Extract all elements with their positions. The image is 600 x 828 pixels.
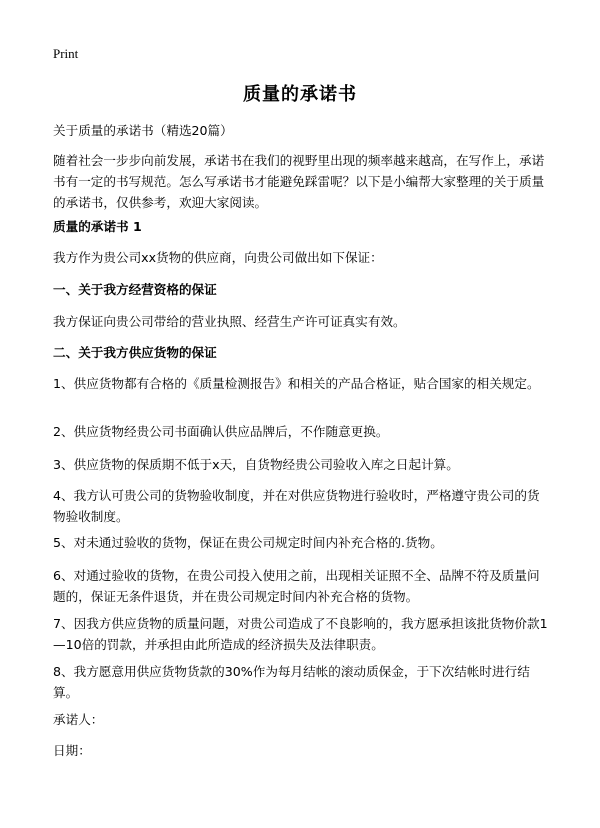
date-label: 日期：: [53, 743, 91, 758]
list-item: 5、对未通过验收的货物，保证在贵公司规定时间内补充合格的.货物。: [53, 535, 443, 550]
section-heading: 质量的承诺书 1: [53, 219, 142, 234]
list-item: 8、我方愿意用供应货物货款的30%作为每月结帐的滚动质保金，于下次结帐时进行结算。: [53, 664, 530, 700]
qualification-paragraph: 我方保证向贵公司带给的营业执照、经营生产许可证真实有效。: [53, 314, 406, 329]
list-item: 1、供应货物都有合格的《质量检测报告》和相关的产品合格证，贴合国家的相关规定。: [53, 376, 540, 391]
opening-paragraph: 我方作为贵公司xx货物的供应商，向贵公司做出如下保证：: [53, 250, 383, 265]
list-item: 3、供应货物的保质期不低于x天，自货物经贵公司验收入库之日起计算。: [53, 457, 459, 472]
print-label: Print: [53, 46, 79, 61]
list-item: 2、供应货物经贵公司书面确认供应品牌后，不作随意更换。: [53, 424, 389, 439]
list-item: 4、我方认可贵公司的货物验收制度，并在对供应货物进行验收时，严格遵守贵公司的货物验收制度。: [53, 488, 540, 524]
heading-goods: 二、关于我方供应货物的保证: [53, 345, 217, 360]
document-title: 质量的承诺书: [243, 84, 357, 105]
list-item: 7、因我方供应货物的质量问题，对贵公司造成了不良影响的，我方愿承担该批货物价款1—10倍的罚款，并承担由此所造成的经济损失及法律职责。: [53, 616, 548, 652]
signer-label: 承诺人：: [53, 712, 104, 727]
document-subtitle: 关于质量的承诺书（精选20篇）: [53, 123, 233, 138]
heading-qualification: 一、关于我方经营资格的保证: [53, 282, 217, 297]
intro-paragraph: 随着社会一步步向前发展，承诺书在我们的视野里出现的频率越来越高，在写作上，承诺书有一定的书写规范。怎么写承诺书才能避免踩雷呢？以下是小编帮大家整理的关于质量的承诺书，仅供参考，欢迎大家阅读。: [53, 153, 545, 210]
list-item: 6、对通过验收的货物，在贵公司投入使用之前，出现相关证照不全、品牌不符及质量问题的，保证无条件退货，并在贵公司规定时间内补充合格的货物。: [53, 568, 540, 604]
